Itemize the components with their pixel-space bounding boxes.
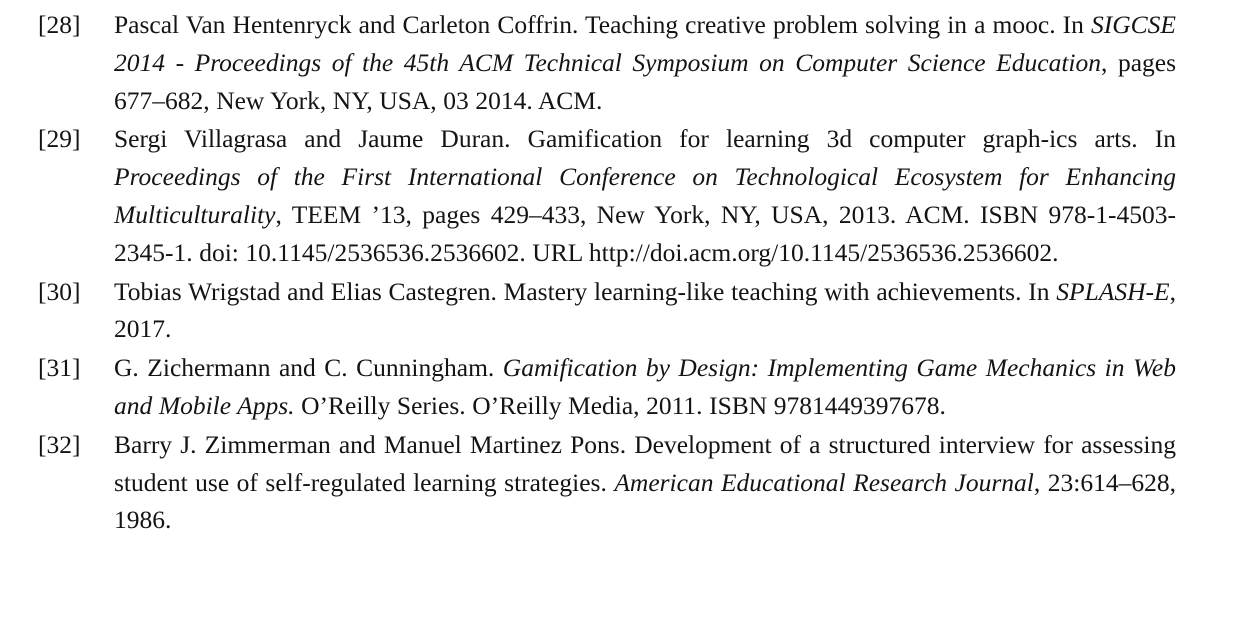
reference-text-run: , TEEM ’13, pages 429–433, New York, NY, USA, 2013. ACM. ISBN 978-1-4503-2345-1. doi: 10.1145/2536536.2536602. URL http://doi.acm.org/10.1145/2536536.2536602. (114, 199, 1176, 267)
reference-text-run: , 23:614–628, 1986. (114, 467, 1176, 535)
reference-label: [28] (38, 10, 81, 39)
reference-text-run: Tobias Wrigstad and Elias Castegren. Mastery learning-like teaching with achievements. In (114, 276, 1057, 306)
reference-text (114, 426, 1176, 539)
reference-text (114, 273, 1176, 349)
reference-entry (38, 6, 1176, 119)
reference-text (114, 349, 1176, 425)
reference-label: [30] (38, 276, 81, 306)
reference-title-italic: Gamification by Design: Implementing Game Mechanics in Web and Mobile Apps. (114, 353, 1176, 420)
reference-list (38, 6, 1176, 539)
reference-label: [29] (38, 124, 81, 154)
reference-text-run: Barry J. Zimmerman and Manuel Martinez Pons. Development of a structured interview for assessing student use of self-regulated learning strategies. (114, 429, 1176, 497)
reference-title-italic: Proceedings of the First International Conference on Technological Ecosystem for Enhancing Multiculturality (114, 162, 1176, 229)
reference-text-run: Pascal Van Hentenryck and Carleton Coffrin. Teaching creative problem solving in a mooc. In (114, 10, 1091, 39)
reference-text-run: , pages 677–682, New York, NY, USA, 03 2014. ACM. (114, 47, 1176, 115)
reference-text (114, 6, 1176, 119)
reference-text-run: G. Zichermann and C. Cunningham. (114, 353, 503, 383)
reference-text-run: Sergi Villagrasa and Jaume Duran. Gamification for learning 3d computer graph-ics arts. In (114, 124, 1176, 154)
reference-label: [31] (38, 353, 81, 383)
reference-entry (38, 120, 1176, 271)
reference-title-italic: SIGCSE 2014 - Proceedings of the 45th ACM Technical Symposium on Computer Science Education (114, 10, 1176, 77)
reference-text (114, 120, 1176, 271)
reference-entry (38, 273, 1176, 349)
reference-entry (38, 426, 1176, 539)
reference-title-italic: American Educational Research Journal (614, 467, 1034, 497)
reference-text-run: , 2017. (114, 276, 1176, 344)
reference-text-run: O’Reilly Series. O’Reilly Media, 2011. ISBN 9781449397678. (294, 390, 946, 420)
reference-entry (38, 349, 1176, 425)
reference-label: [32] (38, 429, 81, 459)
reference-title-italic: SPLASH-E (1056, 276, 1170, 306)
